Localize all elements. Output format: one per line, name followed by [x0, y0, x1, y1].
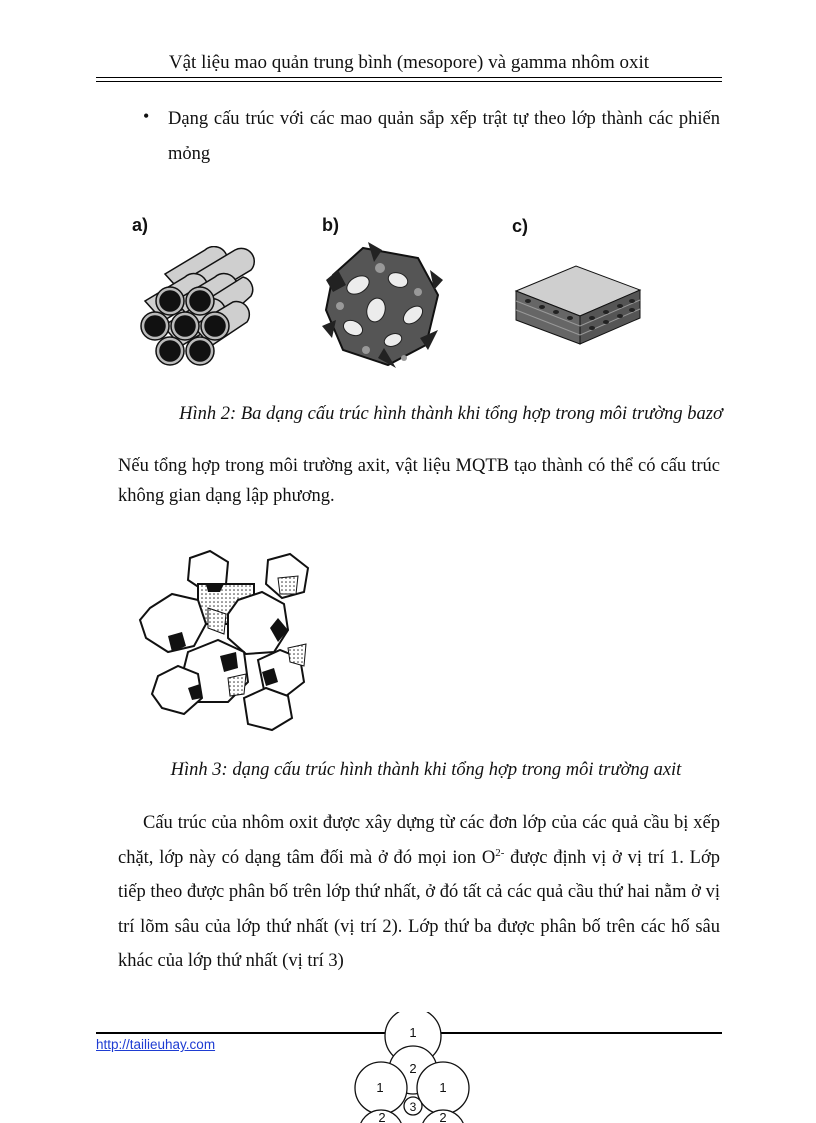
paragraph-alumina-structure: Cấu trúc của nhôm oxit được xây dựng từ các đơn lớp của các quả cầu bị xếp chặt, lớp này có dạng tâm đối mà ở đó mọi ion $O^{2-}$ được định vị ở vị trí 1. Lớp tiếp theo được phân bố trên lớp thứ nhất, ở đó tất cả các quả cầu thứ hai nằm ở vị trí lõm sâu của lớp thứ nhất (vị trí 2). Lớp thứ ba được phân bố trên các hố sâu khác của lớp thứ nhất (vị trí 3) — [118, 813, 720, 971]
footer-link[interactable]: http://tailieuhay.com — [96, 1037, 216, 1052]
header-rule-double — [96, 81, 722, 82]
bullet-text: Dạng cấu trúc với các mao quản sắp xếp trật tự theo lớp thành các phiến mỏng — [168, 109, 720, 164]
header-rule — [96, 77, 722, 78]
hexagonal-tubes-illustration — [125, 246, 255, 366]
bullet-icon: • — [143, 106, 150, 126]
figure-label-c: c) — [512, 216, 529, 236]
close-packed-spheres-diagram — [325, 1012, 505, 1123]
sphere-label-3-center: 3 — [409, 1100, 417, 1114]
lamellar-slab-illustration — [508, 258, 648, 353]
figure-label-a: a) — [132, 215, 149, 235]
page-header-title: Vật liệu mao quản trung bình (mesopore) và gamma nhôm oxit — [168, 52, 650, 73]
cubic-cage-structure-illustration — [128, 548, 328, 733]
superscript-charge: 2- — [495, 846, 505, 859]
sphere-label-1-top: 1 — [409, 1025, 417, 1040]
sphere-label-2-left: 2 — [378, 1110, 386, 1123]
figure-2-caption: Hình 2: Ba dạng cấu trúc hình thành khi tổng hợp trong môi trường bazơ — [179, 404, 723, 424]
paragraph-acid-synthesis: Nếu tổng hợp trong môi trường axit, vật liệu MQTB tạo thành có thể có cấu trúc không gian dạng lập phương. — [118, 456, 720, 506]
sphere-label-1-left: 1 — [376, 1080, 384, 1095]
cubic-network-illustration — [318, 240, 448, 370]
sphere-label-1-right: 1 — [439, 1080, 447, 1095]
sphere-label-2-upper: 2 — [409, 1061, 417, 1076]
sphere-label-2-right: 2 — [439, 1110, 447, 1123]
figure-label-b: b) — [322, 215, 339, 235]
figure-3-caption: Hình 3: dạng cấu trúc hình thành khi tổng hợp trong môi trường axit — [170, 760, 682, 780]
